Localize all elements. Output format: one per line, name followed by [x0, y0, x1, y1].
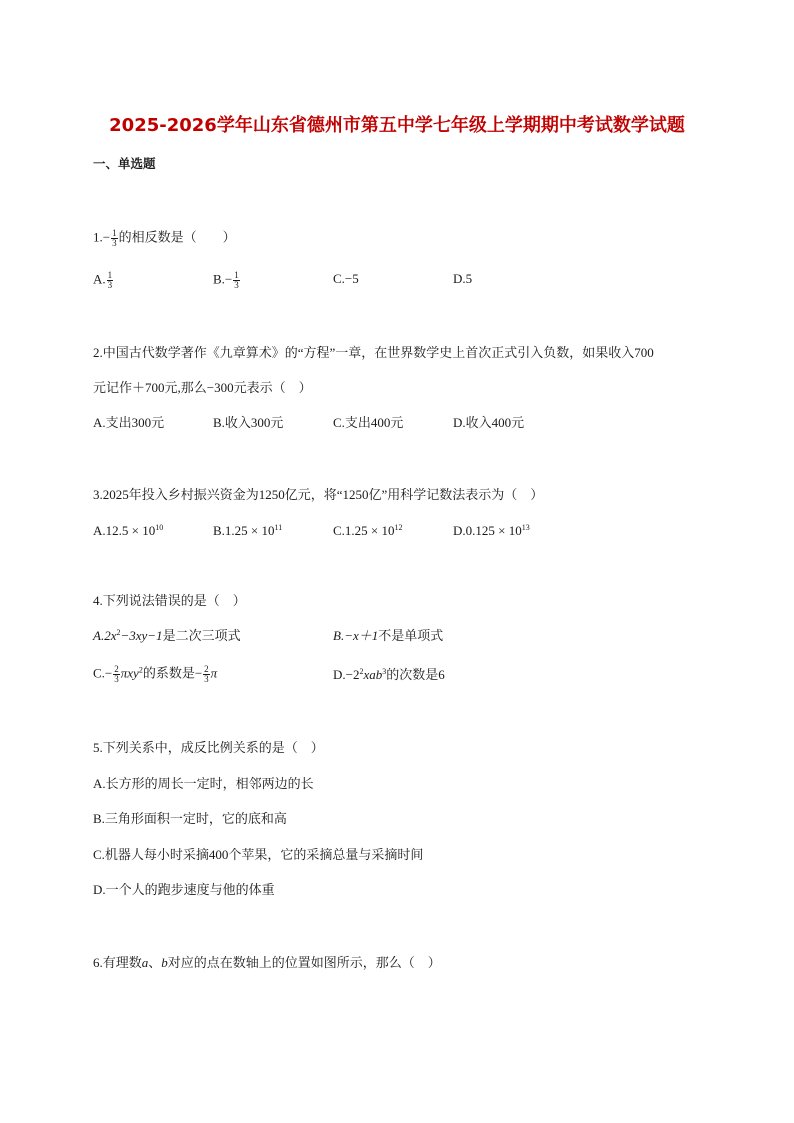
- minus-sign: −: [102, 229, 111, 245]
- section-heading: 一、单选题: [93, 156, 156, 171]
- fraction: [113, 665, 120, 684]
- numerator: 1: [107, 270, 113, 280]
- option-text: 是二次三项式: [162, 628, 241, 643]
- fraction: [107, 271, 114, 290]
- question-4-option-b[interactable]: [333, 629, 443, 642]
- numerator: 1: [234, 270, 239, 280]
- question-1-stem: [93, 229, 236, 248]
- exponent: 11: [274, 523, 283, 532]
- exponent: 10: [155, 523, 164, 532]
- option-text: A.12.5 × 10: [93, 523, 156, 538]
- question-1-option-c[interactable]: C.−5: [333, 271, 359, 286]
- denominator: 3: [234, 280, 239, 290]
- question-4-option-a[interactable]: [93, 629, 241, 642]
- math-expression: B.−x＋1: [333, 628, 379, 643]
- variable-a: a: [141, 955, 149, 970]
- separator: 、: [148, 955, 162, 970]
- exponent: 3: [382, 667, 387, 676]
- denominator: 3: [112, 238, 117, 248]
- question-4-option-d[interactable]: [333, 668, 445, 681]
- question-3-option-b[interactable]: [213, 524, 282, 537]
- option-text: 不是单项式: [378, 628, 444, 643]
- question-2-option-b[interactable]: B.收入300元: [213, 415, 284, 430]
- question-text: 对应的点在数轴上的位置如图所示，那么（ ）: [167, 955, 441, 970]
- option-text: 的系数是−: [142, 665, 203, 681]
- exponent: 2: [359, 667, 364, 676]
- exponent: 2: [138, 665, 143, 675]
- question-5-option-b[interactable]: B.三角形面积一定时，它的底和高: [93, 811, 287, 826]
- question-2-stem-line-1: 2.中国古代数学著作《九章算术》的“方程”一章，在世界数学史上首次正式引入负数，如果收入700: [93, 345, 654, 360]
- question-5-option-c[interactable]: C.机器人每小时采摘400个苹果，它的采摘总量与采摘时间: [93, 847, 424, 862]
- question-3-option-a[interactable]: [93, 524, 163, 537]
- question-3-option-c[interactable]: [333, 524, 403, 537]
- option-text: B.1.25 × 10: [213, 523, 275, 538]
- question-5-option-d[interactable]: D.一个人的跑步速度与他的体重: [93, 882, 275, 897]
- question-3-option-d[interactable]: [453, 524, 530, 537]
- fraction: [233, 271, 240, 290]
- question-4-stem: 4.下列说法错误的是（ ）: [93, 593, 246, 608]
- math-expression: xab: [363, 667, 383, 682]
- exponent: 12: [394, 523, 403, 532]
- math-expression: A.2x: [93, 628, 117, 643]
- numerator: 2: [114, 664, 119, 674]
- question-1-option-b[interactable]: [213, 271, 241, 290]
- fraction: [111, 229, 118, 248]
- question-1-option-d[interactable]: D.5: [453, 271, 473, 286]
- numerator: 1: [112, 228, 117, 238]
- numerator: 2: [204, 664, 209, 674]
- denominator: 3: [107, 280, 113, 290]
- question-2-option-d[interactable]: D.收入400元: [453, 415, 525, 430]
- question-2-option-a[interactable]: A.支出300元: [93, 415, 165, 430]
- option-text: C.1.25 × 10: [333, 523, 395, 538]
- option-label: B.−: [213, 271, 233, 287]
- exponent: 13: [521, 523, 530, 532]
- variable-b: b: [161, 955, 168, 970]
- question-5-stem: 5.下列关系中，成反比例关系的是（ ）: [93, 740, 324, 755]
- question-text: 6.有理数: [93, 955, 142, 970]
- option-label: D.−2: [333, 667, 360, 682]
- question-2-option-c[interactable]: C.支出400元: [333, 415, 404, 430]
- question-3-stem: 3.2025年投入乡村振兴资金为1250亿元，将“1250亿”用科学记数法表示为（ ）: [93, 487, 544, 502]
- question-5-option-a[interactable]: A.长方形的周长一定时，相邻两边的长: [93, 776, 314, 791]
- math-expression: π: [210, 665, 218, 681]
- math-expression: −3xy−1: [120, 628, 163, 643]
- question-text: 的相反数是（ ）: [118, 229, 236, 245]
- option-text: 的次数是6: [386, 667, 445, 682]
- denominator: 3: [204, 674, 209, 684]
- option-label: C.−: [93, 665, 113, 681]
- option-label: A.: [93, 271, 106, 287]
- question-2-stem-line-2: 元记作＋700元,那么−300元表示（ ）: [93, 380, 312, 395]
- exponent: 2: [116, 628, 121, 637]
- question-number: 1.: [93, 229, 103, 245]
- option-text: D.0.125 × 10: [453, 523, 522, 538]
- question-1-option-a[interactable]: [93, 271, 114, 290]
- denominator: 3: [114, 674, 119, 684]
- math-expression: πxy: [120, 665, 139, 681]
- page-title: 2025-2026学年山东省德州市第五中学七年级上学期期中考试数学试题: [109, 115, 685, 136]
- question-6-stem: [93, 956, 441, 969]
- fraction: [203, 665, 210, 684]
- question-4-option-c[interactable]: [93, 665, 217, 684]
